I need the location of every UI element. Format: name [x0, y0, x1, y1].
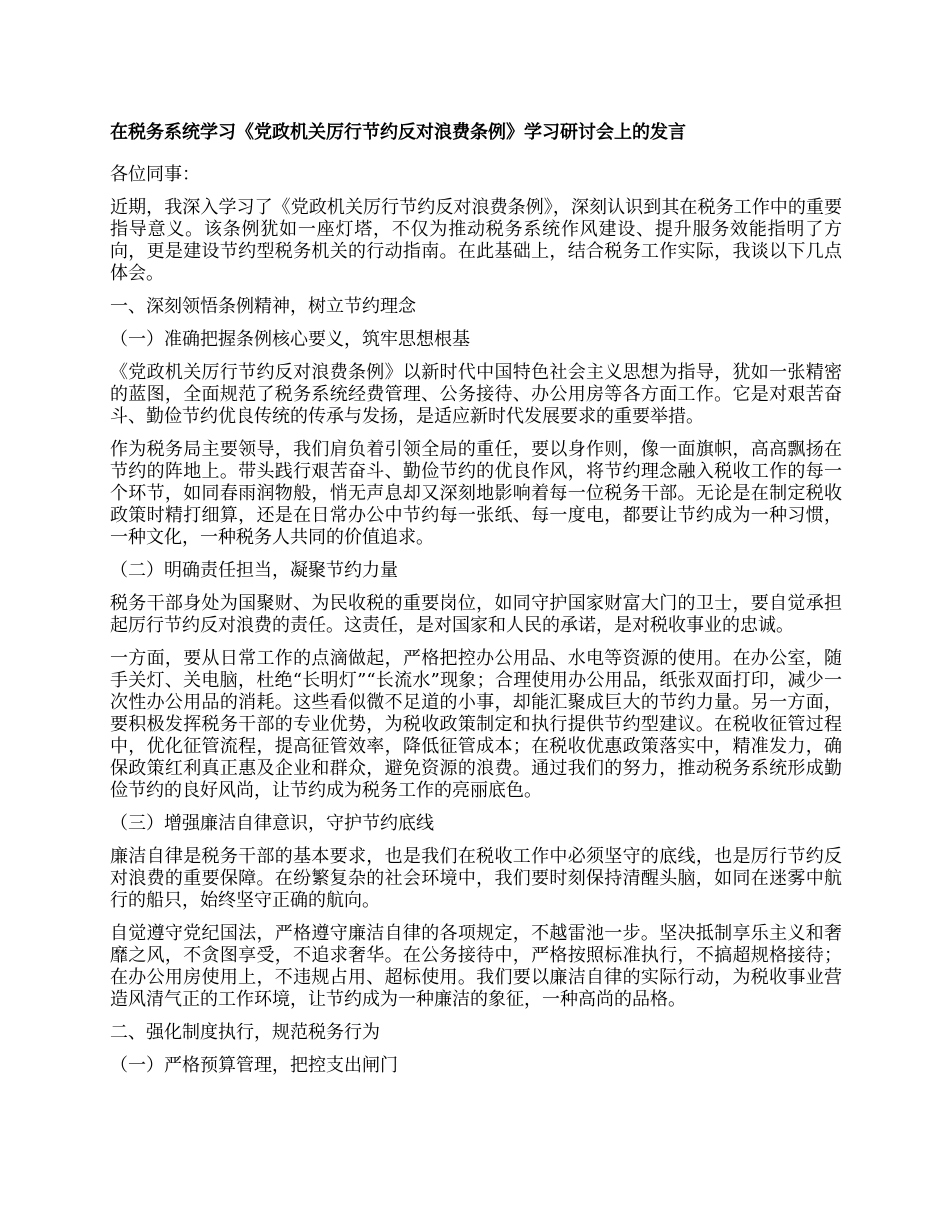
body-paragraph: 自觉遵守党纪国法，严格遵守廉洁自律的各项规定，不越雷池一步。坚决抵制享乐主义和奢靡之风，不贪图享受，不追求奢华。在公务接待中，严格按照标准执行，不搞超规格接待；在办公用房使用上，不违规占用、超标使用。我们要以廉洁自律的实际行动，为税收事业营造风清气正的工作环境，让节约成为一种廉洁的象征，一种高尚的品格。: [110, 923, 842, 1010]
subsection-heading-1-1: （一）准确把握条例核心要义，筑牢思想根基: [110, 329, 470, 350]
salutation: 各位同事：: [110, 164, 200, 185]
body-paragraph: 《党政机关厉行节约反对浪费条例》以新时代中国特色社会主义思想为指导，犹如一张精密的蓝图，全面规范了税务系统经费管理、公务接待、办公用房等各方面工作。它是对艰苦奋斗、勤俭节约优良传统的传承与发扬，是适应新时代发展要求的重要举措。: [110, 362, 842, 427]
subsection-heading-1-2: （二）明确责任担当，凝聚节约力量: [110, 560, 398, 581]
body-paragraph: 作为税务局主要领导，我们肩负着引领全局的重任，要以身作则，像一面旗帜，高高飘扬在节约的阵地上。带头践行艰苦奋斗、勤俭节约的优良作风，将节约理念融入税收工作的每一个环节，如同春雨润物般，悄无声息却又深刻地影响着每一位税务干部。无论是在制定税收政策时精打细算，还是在日常办公中节约每一张纸、每一度电，都要让节约成为一种习惯，一种文化，一种税务人共同的价值追求。: [110, 439, 842, 548]
section-heading-2: 二、强化制度执行，规范税务行为: [110, 1022, 380, 1043]
body-paragraph: 廉洁自律是税务干部的基本要求，也是我们在税收工作中必须坚守的底线，也是厉行节约反对浪费的重要保障。在纷繁复杂的社会环境中，我们要时刻保持清醒头脑，如同在迷雾中航行的船只，始终坚守正确的航向。: [110, 846, 842, 911]
body-paragraph: 一方面，要从日常工作的点滴做起，严格把控办公用品、水电等资源的使用。在办公室，随手关灯、关电脑，杜绝“长明灯”“长流水”现象；合理使用办公用品，纸张双面打印，减少一次性办公用品的消耗。这些看似微不足道的小事，却能汇聚成巨大的节约力量。另一方面，要积极发挥税务干部的专业优势，为税收政策制定和执行提供节约型建议。在税收征管过程中，优化征管流程，提高征管效率，降低征管成本；在税收优惠政策落实中，精准发力，确保政策红利真正惠及企业和群众，避免资源的浪费。通过我们的努力，推动税务系统形成勤俭节约的良好风尚，让节约成为税务工作的亮丽底色。: [110, 648, 842, 801]
subsection-heading-1-3: （三）增强廉洁自律意识，守护节约底线: [110, 813, 434, 834]
subsection-heading-2-1: （一）严格预算管理，把控支出闸门: [110, 1055, 398, 1076]
body-paragraph: 近期，我深入学习了《党政机关厉行节约反对浪费条例》，深刻认识到其在税务工作中的重要指导意义。该条例犹如一座灯塔，不仅为推动税务系统作风建设、提升服务效能指明了方向，更是建设节约型税务机关的行动指南。在此基础上，结合税务工作实际，我谈以下几点体会。: [110, 197, 842, 284]
section-heading-1: 一、深刻领悟条例精神，树立节约理念: [110, 296, 416, 317]
body-paragraph: 税务干部身处为国聚财、为民收税的重要岗位，如同守护国家财富大门的卫士，要自觉承担起厉行节约反对浪费的责任。这责任，是对国家和人民的承诺，是对税收事业的忠诚。: [110, 593, 842, 636]
document-title: 在税务系统学习《党政机关厉行节约反对浪费条例》学习研讨会上的发言: [110, 122, 686, 143]
